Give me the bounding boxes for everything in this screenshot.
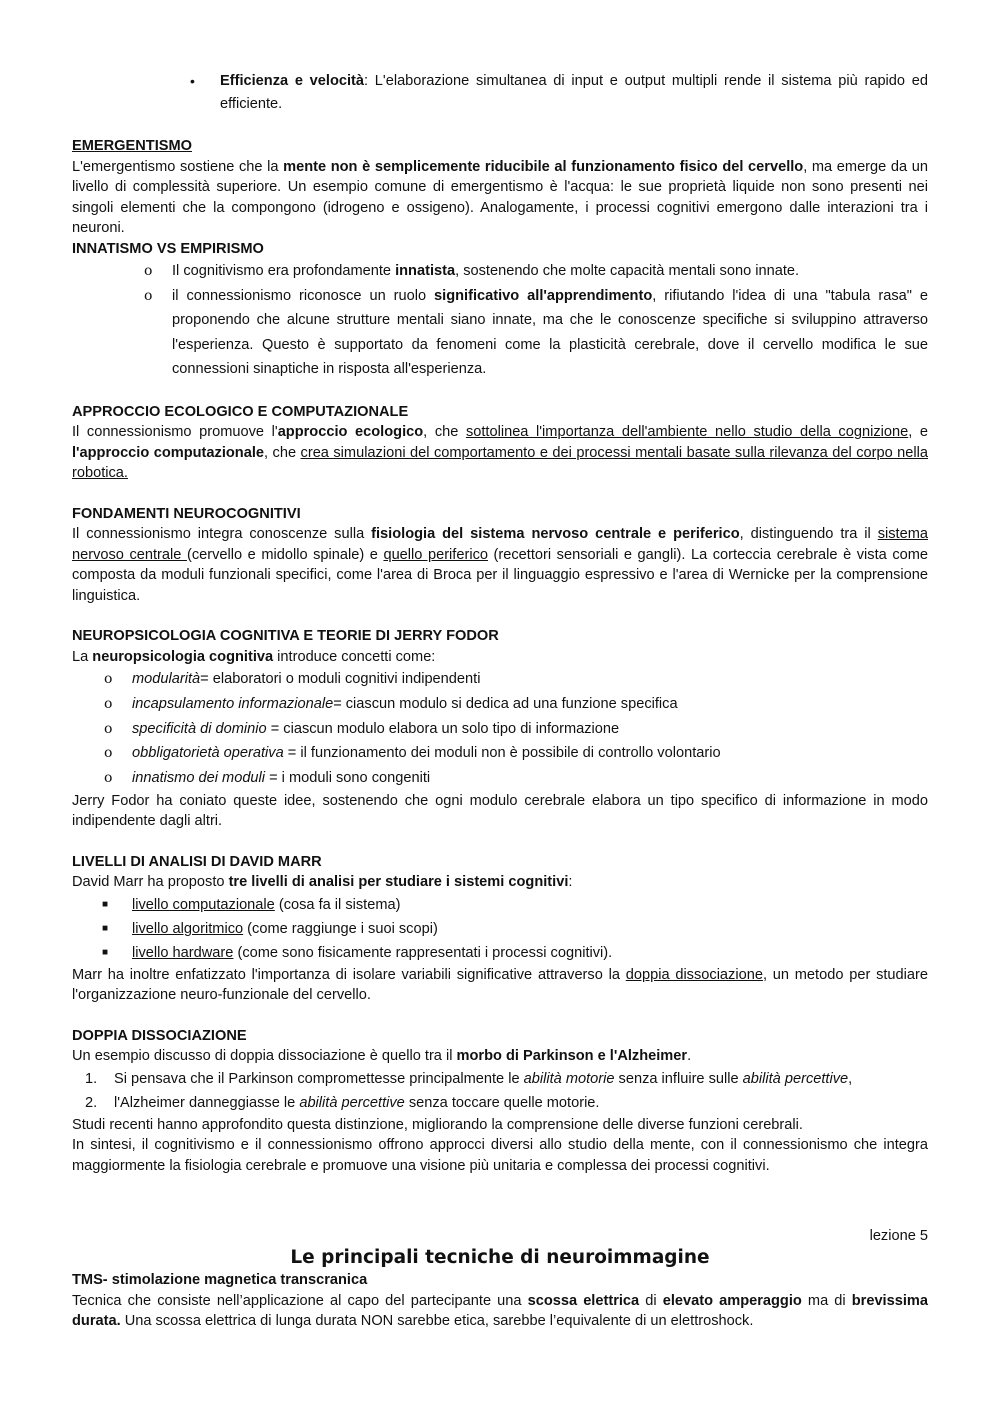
paragraph-doppia-studi: Studi recenti hanno approfondito questa distinzione, migliorando la comprensione delle diverse funzioni cerebrali. [72, 1116, 803, 1133]
circle-bullet-icon: o [144, 263, 153, 279]
innatismo-list [72, 259, 928, 382]
list-item: ■ livello algoritmico (come raggiunge i suoi scopi) [72, 917, 928, 941]
list-item: ■ livello hardware (come sono fisicamente rappresentati i processi cognitivi). [72, 941, 928, 965]
paragraph-marr-outro: Marr ha inoltre enfatizzato l'importanza di isolare variabili significative attraverso la doppia dissociazione, un metodo per studiare l'organizzazione neuro-funzionale del cervello. [72, 966, 928, 1004]
circle-bullet-icon: o [104, 770, 113, 787]
doppia-numbered-list [72, 1067, 928, 1115]
list-item [72, 70, 928, 116]
square-bullet-icon: ■ [102, 946, 109, 958]
heading-marr: LIVELLI DI ANALISI DI DAVID MARR [72, 853, 322, 870]
heading-neuropsicologia: NEUROPSICOLOGIA COGNITIVA E TEORIE DI JERRY FODOR [72, 628, 499, 644]
heading-doppia-dissociazione: DOPPIA DISSOCIAZIONE [72, 1027, 247, 1044]
list-item: o incapsulamento informazionale= ciascun modulo si dedica ad una funzione specifica [72, 692, 928, 717]
lesson-title: Le principali tecniche di neuroimmagine [290, 1247, 710, 1269]
heading-fondamenti: FONDAMENTI NEUROCOGNITIVI [72, 505, 301, 522]
circle-bullet-icon: o [104, 720, 113, 737]
paragraph-doppia-intro: Un esempio discusso di doppia dissociazione è quello tra il morbo di Parkinson e l'Alzheimer. [72, 1048, 692, 1065]
circle-bullet-icon: o [144, 287, 153, 304]
heading-tms: TMS- stimolazione magnetica transcranica [72, 1272, 368, 1289]
lesson-label: lezione 5 [869, 1228, 928, 1245]
paragraph-sintesi: In sintesi, il cognitivismo e il connessionismo offrono approcci diversi allo studio della mente, con il connessionismo che integra maggiormente la fisiologia cerebrale e promuove una visione più unitaria e complessa dei processi cognitivi. [72, 1137, 928, 1174]
marr-levels-list [72, 893, 928, 965]
neuropsi-concepts-list [72, 667, 928, 791]
square-bullet-icon: ■ [102, 922, 109, 934]
paragraph-approccio: Il connessionismo promuove l'approccio ecologico, che sottolinea l'importanza dell'ambiente nello studio della cognizione, e l'approccio computazionale, che crea simulazioni del comportamento e dei processi mentali basate sulla rilevanza del corpo nella robotica. [72, 424, 928, 481]
list-item: 2. l'Alzheimer danneggiasse le abilità percettive senza toccare quelle motorie. [72, 1091, 928, 1115]
heading-emergentismo: EMERGENTISMO [72, 138, 192, 154]
list-number: 1. [85, 1070, 98, 1087]
paragraph-marr-intro: David Marr ha proposto tre livelli di analisi per studiare i sistemi cognitivi: [72, 874, 573, 891]
paragraph-tms: Tecnica che consiste nell’applicazione al capo del partecipante una scossa elettrica di elevato amperaggio ma di brevissima durata. Una scossa elettrica di lunga durata NON sarebbe etica, sarebbe l’equivalente di un elettroshock. [72, 1292, 928, 1330]
paragraph-neuropsi-outro: Jerry Fodor ha coniato queste idee, sostenendo che ogni modulo cerebrale elabora un tipo specifico di informazione in modo indipendente dagli altri. [72, 792, 928, 830]
list-item: o il connessionismo riconosce un ruolo significativo all'apprendimento, rifiutando l'idea di una "tabula rasa" e proponendo che alcune strutture mentali siano innate, ma che le conoscenze specifiche si sviluppino attraverso l'esperienza. Questo è supportato da fenomeni come la plasticità cerebrale, dove il cervello modifica le sue connessioni sinaptiche in risposta all'esperienza. [72, 284, 928, 382]
circle-bullet-icon: o [104, 695, 113, 712]
list-item: o modularità= elaboratori o moduli cognitivi indipendenti [72, 667, 928, 692]
list-item: o innatismo dei moduli = i moduli sono congeniti [72, 766, 928, 791]
bullet-dot-icon: • [190, 73, 195, 89]
paragraph-neuropsi-intro: La neuropsicologia cognitiva introduce concetti come: [72, 648, 436, 665]
list-number: 2. [85, 1094, 98, 1111]
square-bullet-icon: ■ [102, 898, 109, 910]
list-item: o obbligatorietà operativa = il funzionamento dei moduli non è possibile di controllo volontario [72, 741, 928, 766]
list-item: o specificità di dominio = ciascun modulo elabora un solo tipo di informazione [72, 717, 928, 742]
circle-bullet-icon: o [104, 745, 113, 762]
list-item: 1. Si pensava che il Parkinson compromettesse principalmente le abilità motorie senza influire sulle abilità percettive, [72, 1067, 928, 1091]
heading-innatismo: INNATISMO VS EMPIRISMO [72, 240, 264, 257]
efficiency-bullet-list [72, 70, 928, 116]
circle-bullet-icon: o [104, 671, 113, 687]
bullet-text: : L'elaborazione simultanea di input e output multipli rende il sistema più rapido ed efficiente. [220, 73, 928, 112]
heading-approccio: APPROCCIO ECOLOGICO E COMPUTAZIONALE [72, 403, 409, 420]
paragraph-emergentismo: L'emergentismo sostiene che la mente non è semplicemente riducibile al funzionamento fisico del cervello, ma emerge da un livello di complessità superiore. Un esempio comune di emergentismo è l'acqua: le sue proprietà liquide non sono presenti nei singoli elementi che la compongono (idrogeno e ossigeno). Analogamente, i processi cognitivi emergono dalle interazioni tra i neuroni. [72, 158, 928, 236]
list-item: o Il cognitivismo era profondamente innatista, sostenendo che molte capacità mentali sono innate. [72, 259, 928, 284]
bullet-term: Efficienza e velocità [220, 73, 365, 89]
list-item: ■ livello computazionale (cosa fa il sistema) [72, 893, 928, 917]
paragraph-fondamenti: Il connessionismo integra conoscenze sulla fisiologia del sistema nervoso centrale e periferico, distinguendo tra il sistema nervoso centrale (cervello e midollo spinale) e quello periferico (recettori sensoriali e gangli). La corteccia cerebrale è vista come composta da moduli funzionali specifici, come l'area di Broca per il linguaggio espressivo e l'area di Wernicke per la comprensione linguistica. [72, 526, 929, 604]
